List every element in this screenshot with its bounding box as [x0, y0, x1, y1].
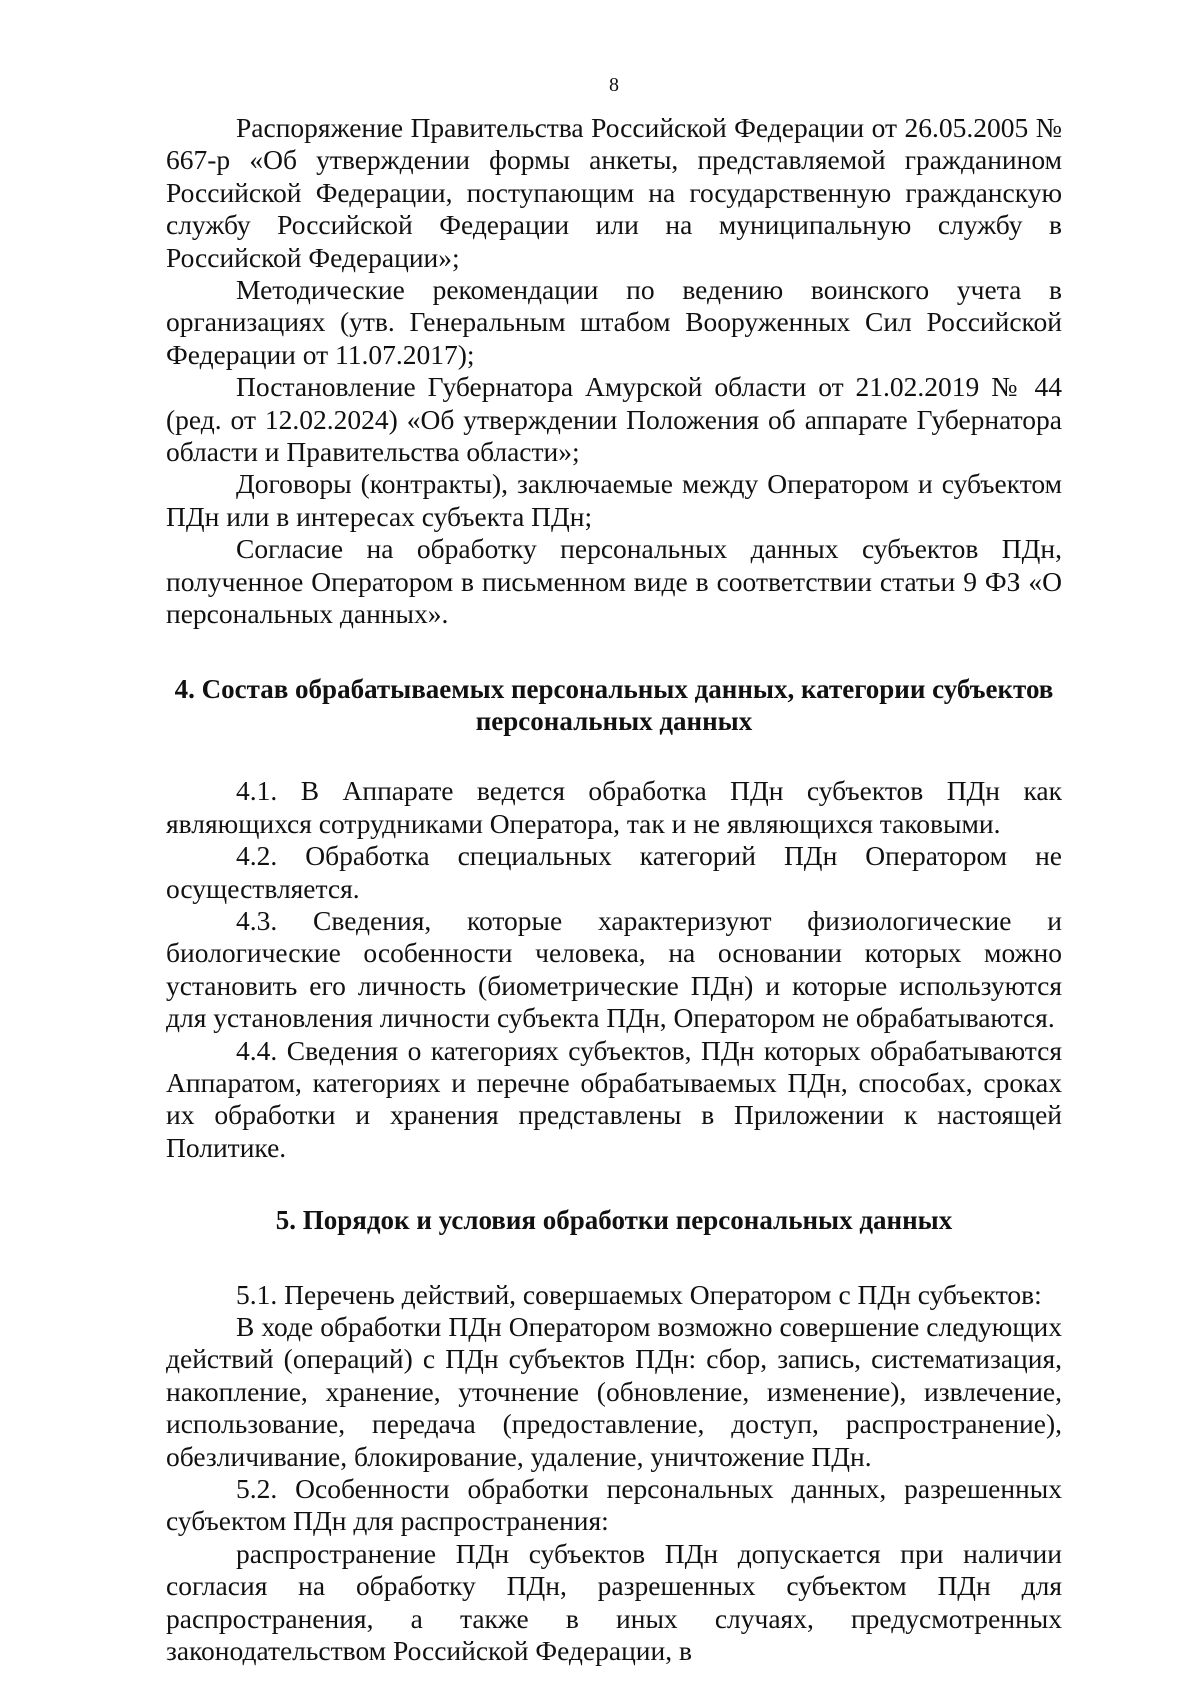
section-4-body	[166, 775, 1062, 1164]
section-5-heading: 5. Порядок и условия обработки персональных данных	[275, 1205, 953, 1236]
paragraph-consent: Согласие на обработку персональных данных субъектов ПДн, полученное Оператором в письменном виде в соответствии статьи 9 ФЗ «О персональных данных».	[166, 533, 1062, 630]
paragraph-5-2-distribution: распространение ПДн субъектов ПДн допускается при наличии согласия на обработку ПДн, разрешенных субъектом ПДн для распространения, а также в иных случаях, предусмотренных законодательством Российской Федерации, в	[166, 1537, 1062, 1667]
paragraph-4-2: 4.2. Обработка специальных категорий ПДн Оператором не осуществляется.	[166, 840, 1062, 904]
paragraph-regulation-667r: Распоряжение Правительства Российской Федерации от 26.05.2005 № 667-р «Об утверждении формы анкеты, представляемой гражданином Российской Федерации, поступающим на государственную гражданскую службу Российской Федерации или на муниципальную службу в Российской Федерации»;	[166, 112, 1062, 273]
paragraph-5-1: 5.1. Перечень действий, совершаемых Оператором с ПДн субъектов:	[236, 1278, 1042, 1310]
section-4-heading: 4. Состав обрабатываемых персональных данных, категории субъектов персональных данных	[174, 673, 1054, 736]
paragraph-4-1: 4.1. В Аппарате ведется обработка ПДн субъектов ПДн как являющихся сотрудниками Оператора, так и не являющихся таковыми.	[166, 775, 1062, 839]
paragraph-governor-resolution: Постановление Губернатора Амурской области от 21.02.2019 № 44 (ред. от 12.02.2024) «Об утверждении Положения об аппарате Губернатора области и Правительства области»;	[166, 371, 1062, 468]
paragraph-4-4: 4.4. Сведения о категориях субъектов, ПДн которых обрабатываются Аппаратом, категориях и перечне обрабатываемых ПДн, способах, сроках их обработки и хранения представлены в Приложении к настоящей Политике.	[166, 1034, 1062, 1163]
page-number: 8	[609, 74, 619, 96]
paragraph-military-registration: Методические рекомендации по ведению воинского учета в организациях (утв. Генеральным штабом Вооруженных Сил Российской Федерации от 11.07.2017);	[166, 274, 1062, 370]
paragraph-contracts: Договоры (контракты), заключаемые между Оператором и субъектом ПДн или в интересах субъекта ПДн;	[166, 468, 1062, 532]
section-3-tail	[166, 112, 1062, 631]
paragraph-5-1-actions: В ходе обработки ПДн Оператором возможно совершение следующих действий (операций) с ПДн субъектов ПДн: сбор, запись, систематизация, накопление, хранение, уточнение (обновление, изменение), извлечение, использование, передача (предоставление, доступ, распространение), обезличивание, блокирование, удаление, уничтожение ПДн.	[166, 1311, 1062, 1472]
section-5-body	[166, 1279, 1062, 1668]
paragraph-4-3: 4.3. Сведения, которые характеризуют физиологические и биологические особенности человека, на основании которых можно установить его личность (биометрические ПДн) и которые используются для установления личности субъекта ПДн, Оператором не обрабатываются.	[166, 904, 1062, 1034]
paragraph-5-2: 5.2. Особенности обработки персональных данных, разрешенных субъектом ПДн для распространения:	[166, 1473, 1062, 1537]
